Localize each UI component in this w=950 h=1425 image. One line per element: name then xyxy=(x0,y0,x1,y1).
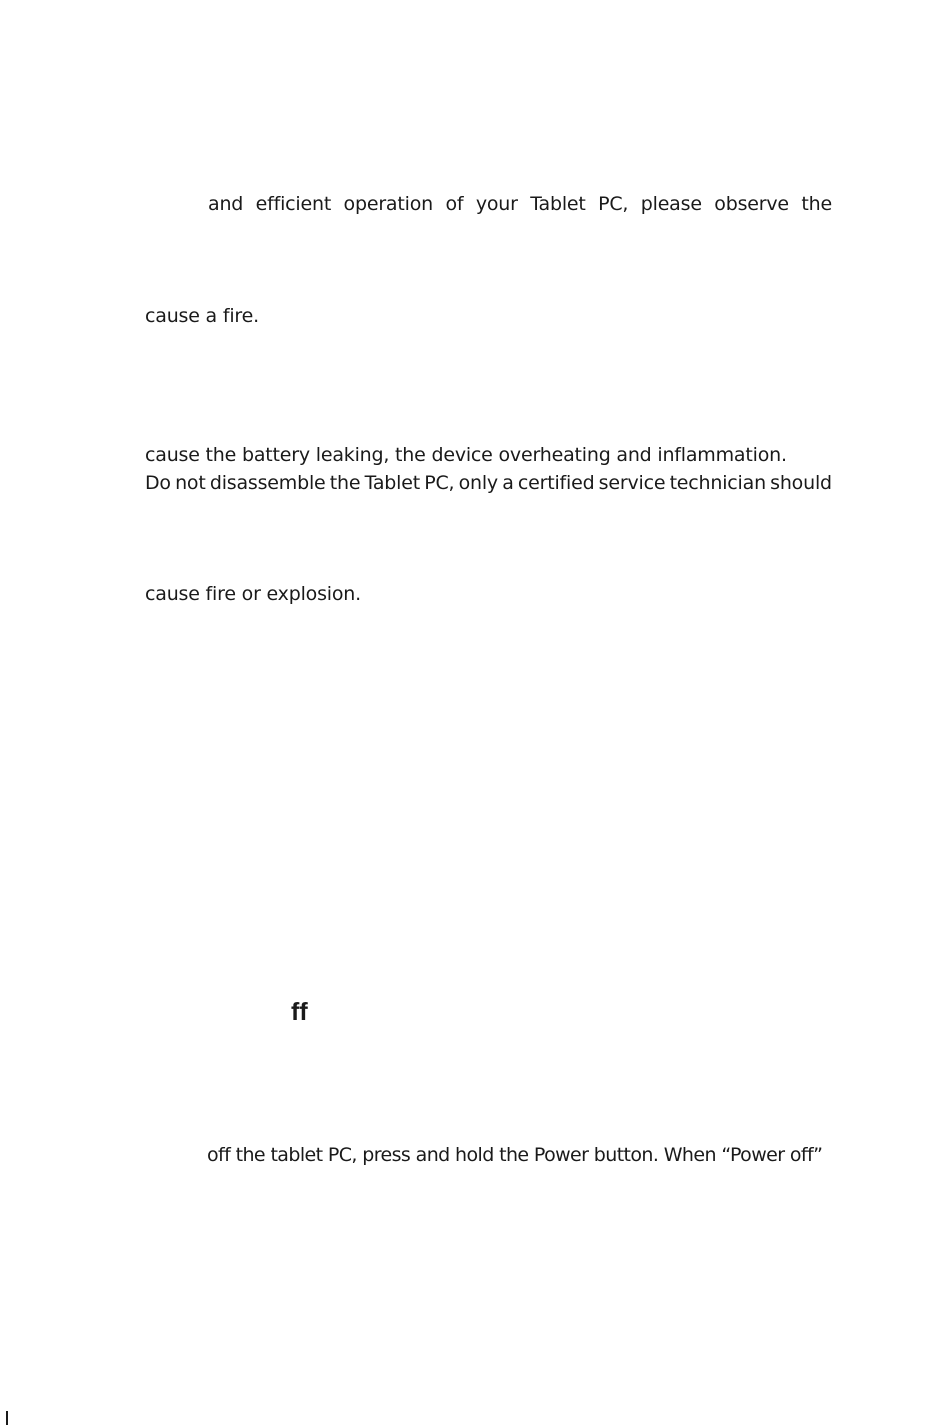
word: technician xyxy=(669,472,766,494)
word: efficient xyxy=(255,193,332,215)
word: observe xyxy=(714,193,789,215)
word: the xyxy=(801,193,832,215)
word: your xyxy=(475,193,518,215)
word: Do xyxy=(145,472,171,494)
text-line-fire-explosion: cause fire or explosion. xyxy=(145,583,361,605)
word: not xyxy=(175,472,206,494)
word: disassemble xyxy=(209,472,326,494)
word: please xyxy=(640,193,702,215)
heading-fragment: ff xyxy=(291,998,308,1026)
word: service xyxy=(598,472,666,494)
text-line-cause-fire: cause a fire. xyxy=(145,305,259,327)
word: PC, xyxy=(424,472,455,494)
word: of xyxy=(445,193,464,215)
word: Tablet xyxy=(364,472,420,494)
text-line-battery-leaking: cause the battery leaking, the device overheating and inflammation. xyxy=(145,444,787,466)
word: PC, xyxy=(598,193,629,215)
word: only xyxy=(458,472,498,494)
word: certified xyxy=(517,472,595,494)
text-line-do-not-disassemble xyxy=(145,471,832,495)
page-edge-mark xyxy=(6,1411,8,1425)
word: should xyxy=(770,472,832,494)
word: and xyxy=(208,193,244,215)
text-line-power-off: off the tablet PC, press and hold the Power button. When “Power off” xyxy=(207,1144,823,1166)
word: a xyxy=(502,472,514,494)
word: the xyxy=(329,472,361,494)
word: Tablet xyxy=(530,193,586,215)
word: operation xyxy=(343,193,433,215)
text-line-efficient-operation xyxy=(208,192,832,216)
